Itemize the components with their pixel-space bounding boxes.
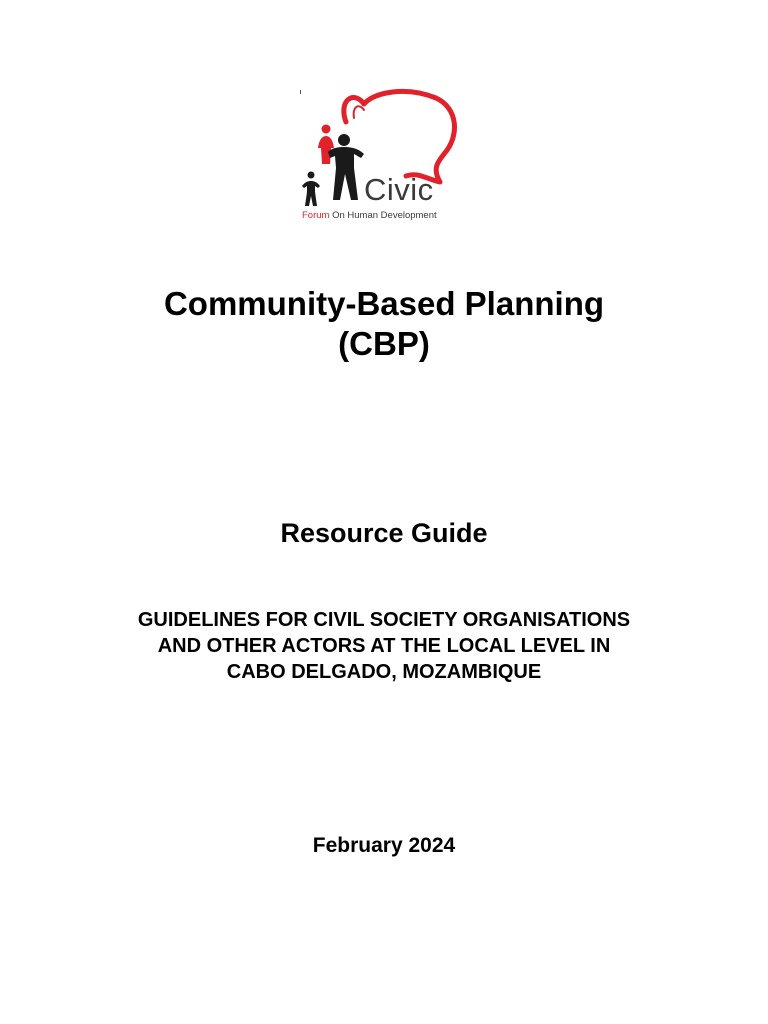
civic-logo bbox=[298, 88, 460, 226]
logo-tagline-forum: Forum bbox=[302, 210, 330, 221]
guidelines-line-2: AND OTHER ACTORS AT THE LOCAL LEVEL IN bbox=[157, 635, 611, 657]
logo-wordmark: Civic bbox=[364, 172, 434, 207]
guidelines-heading bbox=[0, 607, 768, 685]
speech-bubble-inner-icon bbox=[354, 106, 364, 118]
guidelines-line-3: CABO DELGADO, MOZAMBIQUE bbox=[226, 661, 542, 683]
logo-tagline bbox=[302, 210, 437, 221]
publication-date: February 2024 bbox=[312, 834, 456, 857]
speech-bubble-heart-icon bbox=[344, 91, 455, 182]
guidelines-line-1: GUIDELINES FOR CIVIL SOCIETY ORGANISATIONS bbox=[137, 609, 631, 631]
red-person-icon bbox=[318, 125, 334, 165]
adult-person-icon bbox=[328, 134, 364, 200]
document-subtitle: Resource Guide bbox=[280, 518, 488, 548]
document-title bbox=[0, 284, 768, 364]
child-person-icon bbox=[302, 172, 320, 207]
logo-mark-icon bbox=[300, 90, 301, 94]
document-title-line-2: (CBP) bbox=[338, 325, 430, 362]
document-title-line-1: Community-Based Planning bbox=[163, 285, 605, 322]
logo-tagline-rest: On Human Development bbox=[329, 210, 437, 221]
